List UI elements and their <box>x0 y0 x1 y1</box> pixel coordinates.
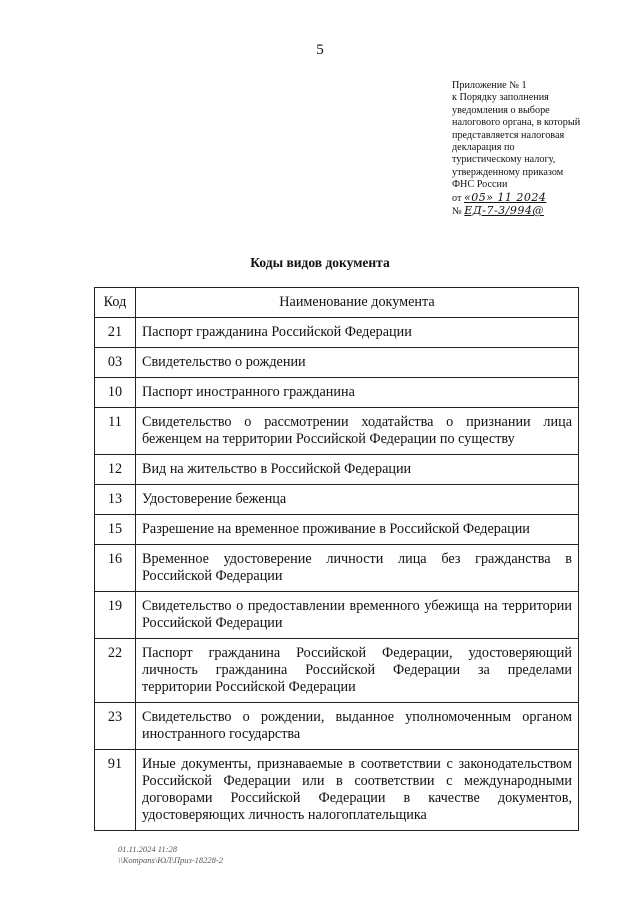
row-code: 19 <box>95 592 136 639</box>
table-row <box>95 545 579 592</box>
appendix-block <box>452 80 602 218</box>
appendix-line: утвержденному приказом <box>452 166 564 178</box>
row-code: 15 <box>95 515 136 545</box>
appendix-line: декларация по <box>452 142 515 154</box>
table-row <box>95 378 579 408</box>
appendix-line: Приложение № 1 <box>452 80 527 91</box>
appendix-line: налогового органа, в который <box>452 117 581 129</box>
row-code: 13 <box>95 485 136 515</box>
appendix-line: к Порядку заполнения <box>452 92 549 104</box>
row-name: Свидетельство о предоставлении временного убежища на территории Российской Федерации <box>136 592 579 639</box>
row-name: Свидетельство о рассмотрении ходатайства о признании лица беженцем на территории Российской Федерации по существу <box>136 408 579 455</box>
row-name: Вид на жительство в Российской Федерации <box>136 455 579 485</box>
row-name: Свидетельство о рождении <box>136 348 579 378</box>
handwritten-date: «05» 11 2024 <box>463 190 547 204</box>
document-title: Коды видов документа <box>250 255 390 270</box>
row-name: Иные документы, признаваемые в соответствии с законодательством Российской Федерации или в соответствии с международными договорами Российской Федерации в качестве документов, удостоверяющих личность налогоплательщика <box>136 750 579 831</box>
table-header-row <box>95 288 579 318</box>
row-name: Временное удостоверение личности лица без гражданства в Российской Федерации <box>136 545 579 592</box>
page-number: 5 <box>316 42 324 58</box>
appendix-line: ФНС России <box>452 179 508 191</box>
row-name: Паспорт гражданина Российской Федерации, удостоверяющий личность гражданина Российской Федерации за пределами территории Российской Федерации <box>136 639 579 703</box>
row-code: 03 <box>95 348 136 378</box>
appendix-line: уведомления о выборе <box>452 104 550 116</box>
table-row <box>95 408 579 455</box>
table-row <box>95 703 579 750</box>
row-code: 23 <box>95 703 136 750</box>
table-row <box>95 485 579 515</box>
handwritten-order-number: ЕД-7-3/994@ <box>464 204 544 218</box>
row-name: Паспорт гражданина Российской Федерации <box>136 318 579 348</box>
row-code: 12 <box>95 455 136 485</box>
table-row <box>95 592 579 639</box>
row-code: 11 <box>95 408 136 455</box>
row-code: 22 <box>95 639 136 703</box>
footer-stamp <box>118 844 223 866</box>
appendix-date-line <box>452 192 602 205</box>
table-row <box>95 515 579 545</box>
appendix-line: представляется налоговая <box>452 129 565 141</box>
row-name: Свидетельство о рождении, выданное уполномоченным органом иностранного государства <box>136 703 579 750</box>
table-row <box>95 455 579 485</box>
header-name: Наименование документа <box>136 288 579 318</box>
table-row <box>95 318 579 348</box>
row-code: 10 <box>95 378 136 408</box>
document-codes-table <box>94 287 579 831</box>
appendix-number-line <box>452 205 602 218</box>
row-code: 21 <box>95 318 136 348</box>
table-row <box>95 750 579 831</box>
number-prefix: № <box>452 206 462 218</box>
row-code: 91 <box>95 750 136 831</box>
row-name: Удостоверение беженца <box>136 485 579 515</box>
table-row <box>95 639 579 703</box>
appendix-line: туристическому налогу, <box>452 154 556 166</box>
footer-timestamp: 01.11.2024 11:28 <box>118 844 177 854</box>
date-prefix: от <box>452 192 462 204</box>
table-row <box>95 348 579 378</box>
row-name: Паспорт иностранного гражданина <box>136 378 579 408</box>
footer-file-path: \\Kompans\ЮЛ\Приз-18228-2 <box>118 855 223 865</box>
row-code: 16 <box>95 545 136 592</box>
row-name: Разрешение на временное проживание в Российской Федерации <box>136 515 579 545</box>
header-code: Код <box>95 288 136 318</box>
